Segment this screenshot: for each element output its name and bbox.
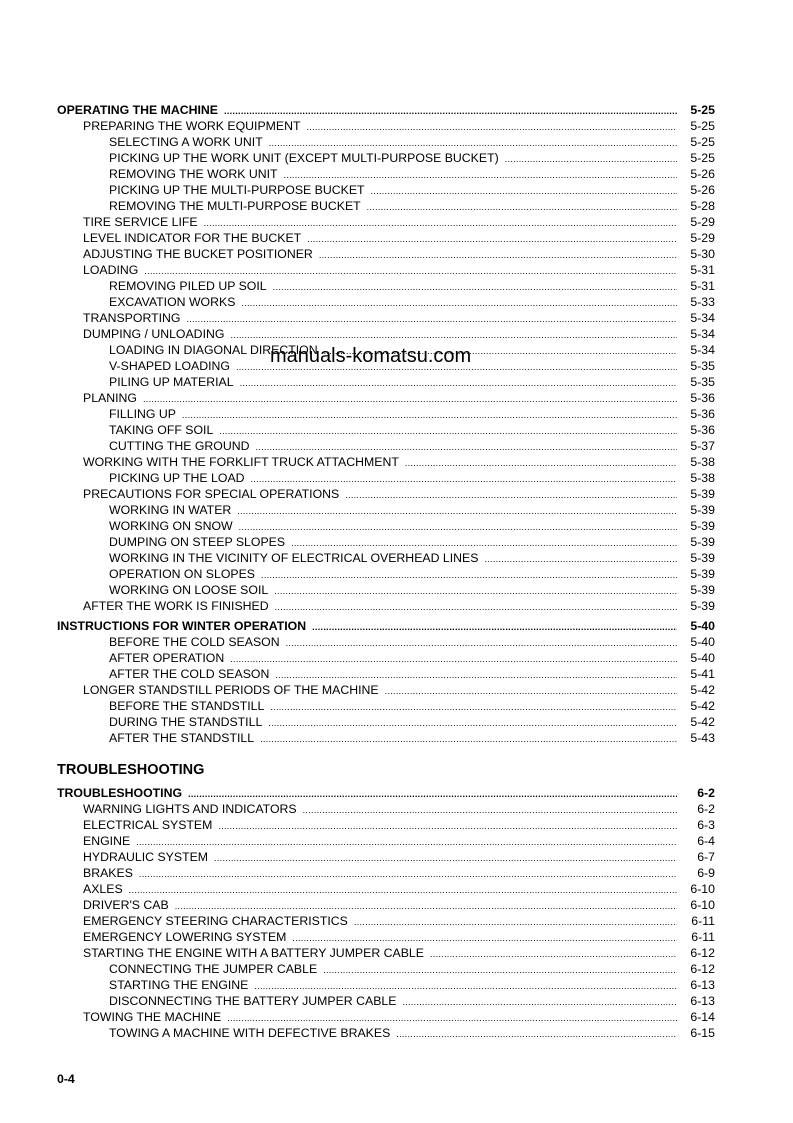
toc-entry[interactable]: [57, 454, 715, 470]
toc-entry[interactable]: [57, 1025, 715, 1041]
toc-entry[interactable]: [57, 582, 715, 598]
toc-entry[interactable]: [57, 166, 715, 182]
dot-leader: [230, 328, 677, 342]
dot-leader: [354, 915, 677, 929]
dot-leader: [430, 947, 677, 961]
toc-entry-page: 5-39: [690, 583, 715, 597]
toc-entry[interactable]: [57, 518, 715, 534]
toc-entry-page: 5-25: [690, 119, 715, 133]
toc-entry[interactable]: [57, 977, 715, 993]
toc-entry-title: REMOVING PILED UP SOIL: [109, 279, 267, 293]
toc-entry-page: 5-39: [690, 551, 715, 565]
toc-entry-title: TIRE SERVICE LIFE: [83, 215, 198, 229]
dot-leader: [139, 867, 677, 881]
dot-leader: [396, 1027, 677, 1041]
toc-entry[interactable]: [57, 929, 715, 945]
toc-entry-title: EMERGENCY STEERING CHARACTERISTICS: [83, 914, 348, 928]
toc-entry[interactable]: [57, 102, 715, 118]
toc-entry[interactable]: [57, 849, 715, 865]
toc-entry-title: CUTTING THE GROUND: [109, 439, 250, 453]
toc-entry-title: OPERATION ON SLOPES: [109, 567, 256, 581]
toc-entry[interactable]: [57, 1009, 715, 1025]
toc-entry[interactable]: [57, 881, 715, 897]
toc-entry-page: 5-30: [690, 247, 715, 261]
toc-entry-page: 5-42: [690, 683, 715, 697]
toc-entry-title: EXCAVATION WORKS: [109, 295, 236, 309]
toc-entry-page: 5-36: [690, 423, 715, 437]
toc-entry[interactable]: [57, 502, 715, 518]
toc-entry[interactable]: [57, 817, 715, 833]
toc-entry-title: DISCONNECTING THE BATTERY JUMPER CABLE: [109, 994, 397, 1008]
toc-entry-page: 5-36: [690, 391, 715, 405]
dot-leader: [385, 684, 677, 698]
dot-leader: [256, 440, 677, 454]
dot-leader: [345, 488, 677, 502]
dot-leader: [484, 552, 677, 566]
dot-leader: [273, 280, 677, 294]
toc-entry-page: 5-38: [690, 471, 715, 485]
toc-entry-title: TOWING A MACHINE WITH DEFECTIVE BRAKES: [109, 1026, 391, 1040]
toc-entry-page: 5-39: [690, 487, 715, 501]
toc-entry-title: TAKING OFF SOIL: [109, 423, 214, 437]
toc-entry-page: 6-12: [690, 946, 715, 960]
toc-entry-page: 5-31: [690, 279, 715, 293]
dot-leader: [405, 456, 677, 470]
toc-entry-page: 5-39: [690, 567, 715, 581]
dot-leader: [270, 700, 677, 714]
toc-entry-title: PILING UP MATERIAL: [109, 375, 234, 389]
chapter-heading: TROUBLESHOOTING: [57, 762, 205, 778]
toc-entry-page: 5-39: [690, 503, 715, 517]
dot-leader: [275, 668, 677, 682]
toc-entry-title: DRIVER'S CAB: [83, 898, 169, 912]
toc-entry-title: BEFORE THE STANDSTILL: [109, 699, 265, 713]
dot-leader: [186, 312, 677, 326]
toc-entry-page: 5-31: [690, 263, 715, 277]
toc-entry-page: 5-36: [690, 407, 715, 421]
toc-entry[interactable]: [57, 865, 715, 881]
toc-entry[interactable]: [57, 801, 715, 817]
toc-entry-page: 5-41: [690, 667, 715, 681]
toc-entry[interactable]: [57, 406, 715, 422]
dot-leader: [312, 620, 677, 634]
toc-entry-title: ENGINE: [83, 834, 131, 848]
toc-entry[interactable]: [57, 390, 715, 406]
toc-entry-page: 5-34: [690, 343, 715, 357]
page-number: 0-4: [57, 1072, 75, 1086]
toc-entry[interactable]: [57, 666, 715, 682]
toc-entry-title: STARTING THE ENGINE WITH A BATTERY JUMPER CABLE: [83, 946, 424, 960]
toc-entry-page: 5-33: [690, 295, 715, 309]
toc-entry-page: 6-13: [690, 978, 715, 992]
toc-entry[interactable]: [57, 422, 715, 438]
toc-entry-page: 5-40: [690, 651, 715, 665]
toc-entry-page: 5-38: [690, 455, 715, 469]
toc-entry[interactable]: [57, 682, 715, 698]
toc-entry[interactable]: [57, 262, 715, 278]
toc-entry-title: PRECAUTIONS FOR SPECIAL OPERATIONS: [83, 487, 340, 501]
toc-entry-page: 5-29: [690, 215, 715, 229]
toc-entry-title: PLANING: [83, 391, 137, 405]
dot-leader: [269, 136, 677, 150]
toc-entry[interactable]: [57, 470, 715, 486]
toc-entry-title: WORKING IN THE VICINITY OF ELECTRICAL OVERHEAD LINES: [109, 551, 479, 565]
toc-entry-title: WORKING ON LOOSE SOIL: [109, 583, 269, 597]
toc-entry-page: 5-25: [690, 135, 715, 149]
toc-entry-title: PICKING UP THE LOAD: [109, 471, 245, 485]
toc-entry[interactable]: [57, 961, 715, 977]
toc-entry-page: 6-7: [697, 850, 715, 864]
toc-entry-page: 5-35: [690, 375, 715, 389]
toc-entry-title: WORKING ON SNOW: [109, 519, 233, 533]
toc-entry[interactable]: [57, 310, 715, 326]
toc-entry[interactable]: [57, 785, 715, 801]
toc-entry[interactable]: [57, 182, 715, 198]
toc-entry-title: TROUBLESHOOTING: [57, 786, 183, 800]
toc-entry-title: WORKING IN WATER: [109, 503, 232, 517]
toc-entry-page: 6-12: [690, 962, 715, 976]
toc-entry-page: 6-13: [690, 994, 715, 1008]
toc-entry-title: LONGER STANDSTILL PERIODS OF THE MACHINE: [83, 683, 379, 697]
toc-entry-title: DUMPING ON STEEP SLOPES: [109, 535, 286, 549]
dot-leader: [284, 168, 677, 182]
toc-entry-page: 5-26: [690, 183, 715, 197]
toc-entry-page: 5-39: [690, 599, 715, 613]
toc-entry-title: DURING THE STANDSTILL: [109, 715, 263, 729]
toc-entry[interactable]: [57, 134, 715, 150]
dot-leader: [230, 652, 677, 666]
toc-entry-title: STARTING THE ENGINE: [109, 978, 249, 992]
dot-leader: [307, 232, 677, 246]
toc-entry-page: 6-11: [691, 914, 715, 928]
dot-leader: [237, 504, 677, 518]
toc-entry[interactable]: [57, 278, 715, 294]
toc-entry-page: 5-34: [690, 327, 715, 341]
toc-entry-title: TRANSPORTING: [83, 311, 181, 325]
toc-entry[interactable]: [57, 214, 715, 230]
toc-entry-page: 5-34: [690, 311, 715, 325]
toc-entry-page: 5-40: [690, 635, 715, 649]
toc-entry[interactable]: [57, 438, 715, 454]
toc-entry-title: V-SHAPED LOADING: [109, 359, 230, 373]
toc-entry-title: EMERGENCY LOWERING SYSTEM: [83, 930, 287, 944]
toc-entry-title: FILLING UP: [109, 407, 176, 421]
toc-section-operating: [57, 102, 715, 746]
toc-entry-page: 6-9: [697, 866, 715, 880]
toc-entry-page: 6-14: [690, 1010, 715, 1024]
dot-leader: [214, 851, 677, 865]
dot-leader: [240, 376, 677, 390]
dot-leader: [224, 104, 677, 118]
toc-entry-page: 5-42: [690, 699, 715, 713]
toc-entry-page: 5-43: [690, 731, 715, 745]
dot-leader: [371, 184, 677, 198]
toc-entry-title: PICKING UP THE MULTI-PURPOSE BUCKET: [109, 183, 365, 197]
dot-leader: [286, 636, 677, 650]
toc-entry-page: 5-29: [690, 231, 715, 245]
toc-entry[interactable]: [57, 246, 715, 262]
toc-entry-title: CONNECTING THE JUMPER CABLE: [109, 962, 318, 976]
toc-entry-page: 6-15: [690, 1026, 715, 1040]
toc-entry[interactable]: [57, 698, 715, 714]
toc-entry-title: BEFORE THE COLD SEASON: [109, 635, 280, 649]
toc-entry-title: AXLES: [83, 882, 123, 896]
toc-entry-page: 6-2: [697, 802, 715, 816]
toc-entry[interactable]: [57, 618, 715, 634]
dot-leader: [175, 899, 677, 913]
toc-entry-title: AFTER THE WORK IS FINISHED: [83, 599, 269, 613]
dot-leader: [323, 963, 677, 977]
toc-entry-page: 5-40: [690, 619, 715, 633]
dot-leader: [241, 296, 677, 310]
dot-leader: [402, 995, 677, 1009]
toc-entry-title: AFTER THE COLD SEASON: [109, 667, 270, 681]
toc-entry-title: TOWING THE MACHINE: [83, 1010, 222, 1024]
dot-leader: [274, 584, 677, 598]
toc-entry-page: 5-28: [690, 199, 715, 213]
dot-leader: [182, 408, 677, 422]
toc-entry-page: 5-42: [690, 715, 715, 729]
toc-entry-page: 6-10: [690, 898, 715, 912]
dot-leader: [254, 979, 677, 993]
dot-leader: [307, 120, 678, 134]
toc-entry[interactable]: [57, 374, 715, 390]
dot-leader: [251, 472, 677, 486]
toc-entry[interactable]: [57, 634, 715, 650]
dot-leader: [319, 248, 677, 262]
dot-leader: [261, 568, 677, 582]
dot-leader: [260, 732, 677, 746]
toc-entry-title: ELECTRICAL SYSTEM: [83, 818, 213, 832]
toc-entry-title: ADJUSTING THE BUCKET POSITIONER: [83, 247, 313, 261]
toc-entry[interactable]: [57, 534, 715, 550]
toc-entry-page: 6-11: [691, 930, 715, 944]
toc-entry[interactable]: [57, 993, 715, 1009]
toc-section-troubleshooting: [57, 785, 715, 1041]
toc-entry-title: REMOVING THE MULTI-PURPOSE BUCKET: [109, 199, 361, 213]
toc-entry-page: 5-39: [690, 519, 715, 533]
toc-entry-title: PREPARING THE WORK EQUIPMENT: [83, 119, 301, 133]
toc-entry[interactable]: [57, 730, 715, 746]
toc-entry-title: HYDRAULIC SYSTEM: [83, 850, 209, 864]
toc-entry[interactable]: [57, 833, 715, 849]
dot-leader: [268, 716, 677, 730]
dot-leader: [505, 152, 677, 166]
dot-leader: [136, 835, 677, 849]
dot-leader: [239, 520, 677, 534]
toc-entry[interactable]: [57, 550, 715, 566]
toc-entry-title: LEVEL INDICATOR FOR THE BUCKET: [83, 231, 302, 245]
toc-entry-page: 6-2: [697, 786, 715, 800]
toc-entry-page: 5-37: [690, 439, 715, 453]
toc-entry[interactable]: [57, 714, 715, 730]
toc-entry[interactable]: [57, 326, 715, 342]
dot-leader: [143, 392, 677, 406]
toc-entry-title: WORKING WITH THE FORKLIFT TRUCK ATTACHMENT: [83, 455, 399, 469]
dot-leader: [144, 264, 677, 278]
toc-entry-page: 5-25: [690, 103, 715, 117]
dot-leader: [292, 931, 677, 945]
toc-entry[interactable]: [57, 486, 715, 502]
toc-entry-title: AFTER OPERATION: [109, 651, 225, 665]
toc-entry-page: 6-4: [697, 834, 715, 848]
toc-entry[interactable]: [57, 198, 715, 214]
toc-entry-page: 5-25: [690, 151, 715, 165]
toc-entry-page: 5-35: [690, 359, 715, 373]
toc-entry[interactable]: [57, 230, 715, 246]
dot-leader: [303, 803, 677, 817]
toc-entry-title: OPERATING THE MACHINE: [57, 103, 219, 117]
toc-entry-title: PICKING UP THE WORK UNIT (EXCEPT MULTI-PURPOSE BUCKET): [109, 151, 499, 165]
toc-entry-title: LOADING: [83, 263, 139, 277]
toc-entry[interactable]: [57, 945, 715, 961]
toc-entry-page: 6-3: [697, 818, 715, 832]
dot-leader: [188, 787, 677, 801]
dot-leader: [204, 216, 677, 230]
toc-entry[interactable]: [57, 566, 715, 582]
toc-entry[interactable]: [57, 650, 715, 666]
toc-entry[interactable]: [57, 598, 715, 614]
dot-leader: [275, 600, 677, 614]
toc-entry[interactable]: [57, 897, 715, 913]
dot-leader: [367, 200, 677, 214]
toc-entry-title: LOADING IN DIAGONAL DIRECTION: [109, 343, 318, 357]
toc-entry-title: REMOVING THE WORK UNIT: [109, 167, 278, 181]
toc-entry[interactable]: [57, 118, 715, 134]
dot-leader: [129, 883, 677, 897]
dot-leader: [219, 424, 677, 438]
toc-entry-page: 5-39: [690, 535, 715, 549]
toc-entry-title: SELECTING A WORK UNIT: [109, 135, 263, 149]
toc-entry-page: 6-10: [690, 882, 715, 896]
toc-entry-title: AFTER THE STANDSTILL: [109, 731, 255, 745]
dot-leader: [218, 819, 677, 833]
toc-entry[interactable]: [57, 294, 715, 310]
toc-entry-title: WARNING LIGHTS AND INDICATORS: [83, 802, 297, 816]
dot-leader: [291, 536, 677, 550]
toc-entry[interactable]: [57, 913, 715, 929]
toc-entry-title: INSTRUCTIONS FOR WINTER OPERATION: [57, 619, 307, 633]
toc-entry-title: DUMPING / UNLOADING: [83, 327, 225, 341]
watermark: manuals-komatsu.com: [270, 345, 472, 367]
toc-entry[interactable]: [57, 150, 715, 166]
dot-leader: [227, 1011, 677, 1025]
toc-entry-title: BRAKES: [83, 866, 133, 880]
toc-entry-page: 5-26: [690, 167, 715, 181]
